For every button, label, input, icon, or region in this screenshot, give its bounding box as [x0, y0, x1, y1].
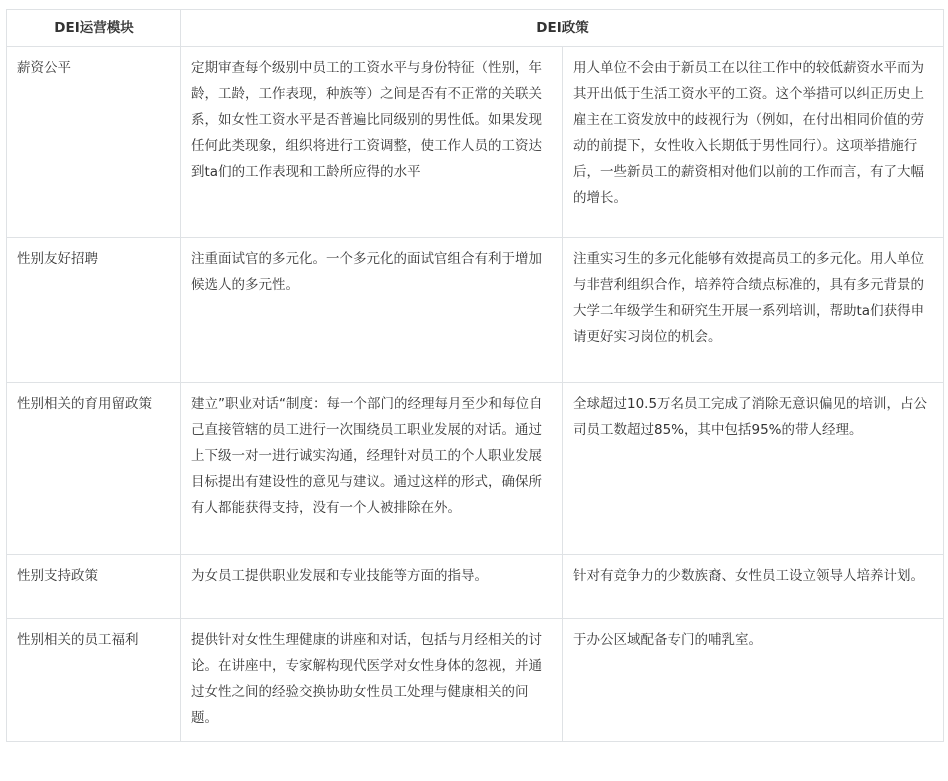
dei-policy-table-container — [6, 9, 943, 742]
policy-cell-b: 全球超过10.5万名员工完成了消除无意识偏见的培训，占公司员工数超过85%，其中包括95%的带人经理。 — [563, 383, 944, 555]
module-cell: 性别友好招聘 — [7, 238, 181, 383]
module-cell: 性别相关的员工福利 — [7, 619, 181, 742]
policy-cell-b: 注重实习生的多元化能够有效提高员工的多元化。用人单位与非营利组织合作，培养符合绩点标准的，具有多元背景的大学二年级学生和研究生开展一系列培训，帮助ta们获得申请更好实习岗位的机会。 — [563, 238, 944, 383]
table-row — [7, 619, 944, 742]
table-header-row — [7, 10, 944, 47]
policy-cell-a: 为女员工提供职业发展和专业技能等方面的指导。 — [181, 555, 563, 619]
module-cell: 性别支持政策 — [7, 555, 181, 619]
table-row — [7, 555, 944, 619]
module-cell: 薪资公平 — [7, 47, 181, 238]
policy-cell-b: 用人单位不会由于新员工在以往工作中的较低薪资水平而为其开出低于生活工资水平的工资。这个举措可以纠正历史上雇主在工资发放中的歧视行为（例如，在付出相同价值的劳动的前提下，女性收入长期低于男性同行）。这项举措施行后，一些新员工的薪资相对他们以前的工作而言，有了大幅的增长。 — [563, 47, 944, 238]
header-policy: DEI政策 — [181, 10, 944, 47]
policy-cell-a: 定期审查每个级别中员工的工资水平与身份特征（性别，年龄，工龄，工作表现，种族等）之间是否有不正常的关联关系，如女性工资水平是否普遍比同级别的男性低。如果发现任何此类现象，组织将进行工资调整，使工作人员的工资达到ta们的工作表现和工龄所应得的水平 — [181, 47, 563, 238]
header-module: DEI运营模块 — [7, 10, 181, 47]
dei-policy-table — [6, 9, 944, 742]
table-row — [7, 47, 944, 238]
module-cell: 性别相关的育用留政策 — [7, 383, 181, 555]
policy-cell-a: 注重面试官的多元化。一个多元化的面试官组合有利于增加候选人的多元性。 — [181, 238, 563, 383]
policy-cell-a: 建立”职业对话“制度：每一个部门的经理每月至少和每位自己直接管辖的员工进行一次围绕员工职业发展的对话。通过上下级一对一进行诚实沟通，经理针对员工的个人职业发展目标提出有建设性的意见与建议。通过这样的形式，确保所有人都能获得支持，没有一个人被排除在外。 — [181, 383, 563, 555]
table-row — [7, 383, 944, 555]
table-row — [7, 238, 944, 383]
policy-cell-a: 提供针对女性生理健康的讲座和对话，包括与月经相关的讨论。在讲座中，专家解构现代医学对女性身体的忽视，并通过女性之间的经验交换协助女性员工处理与健康相关的问题。 — [181, 619, 563, 742]
policy-cell-b: 于办公区域配备专门的哺乳室。 — [563, 619, 944, 742]
policy-cell-b: 针对有竞争力的少数族裔、女性员工设立领导人培养计划。 — [563, 555, 944, 619]
